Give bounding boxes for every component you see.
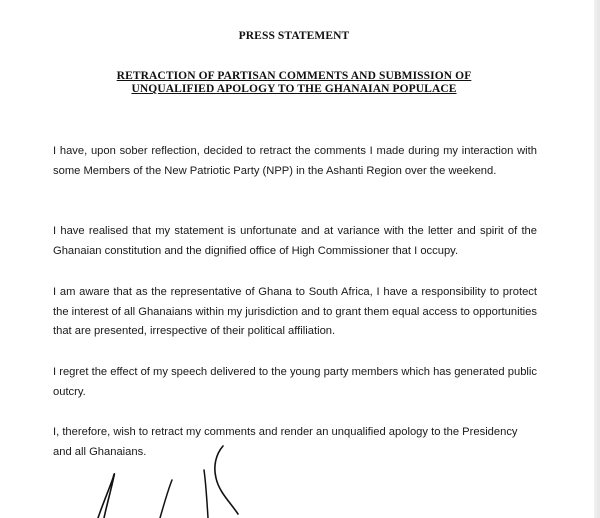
subtitle-line-2: UNQUALIFIED APOLOGY TO THE GHANAIAN POPULACE: [131, 83, 457, 95]
subtitle-line-1: RETRACTION OF PARTISAN COMMENTS AND SUBMISSION OF: [116, 70, 472, 82]
paragraph-regret: I regret the effect of my speech delivered to the young party members which has generated public outcry.: [53, 366, 537, 398]
page-edge-shadow: [594, 0, 600, 518]
statement-subtitle: [0, 70, 588, 96]
paragraph-realisation: I have realised that my statement is unfortunate and at variance with the letter and spirit of the Ghanaian constitution and the dignified office of High Commissioner that I occupy.: [53, 225, 537, 257]
paragraph-apology: I, therefore, wish to retract my comments and render an unqualified apology to the Presidency and all Ghanaians.: [53, 426, 518, 458]
press-statement-title: PRESS STATEMENT: [238, 30, 350, 42]
signature-icon: [80, 440, 340, 518]
paragraph-retraction: I have, upon sober reflection, decided to retract the comments I made during my interaction with some Members of the New Patriotic Party (NPP) in the Ashanti Region over the weekend.: [53, 145, 537, 177]
paragraph-responsibility: I am aware that as the representative of Ghana to South Africa, I have a responsibility to protect the interest of all Ghanaians within my jurisdiction and to grant them equal access to opportunities that are presented, irrespective of their political affiliation.: [53, 286, 537, 337]
